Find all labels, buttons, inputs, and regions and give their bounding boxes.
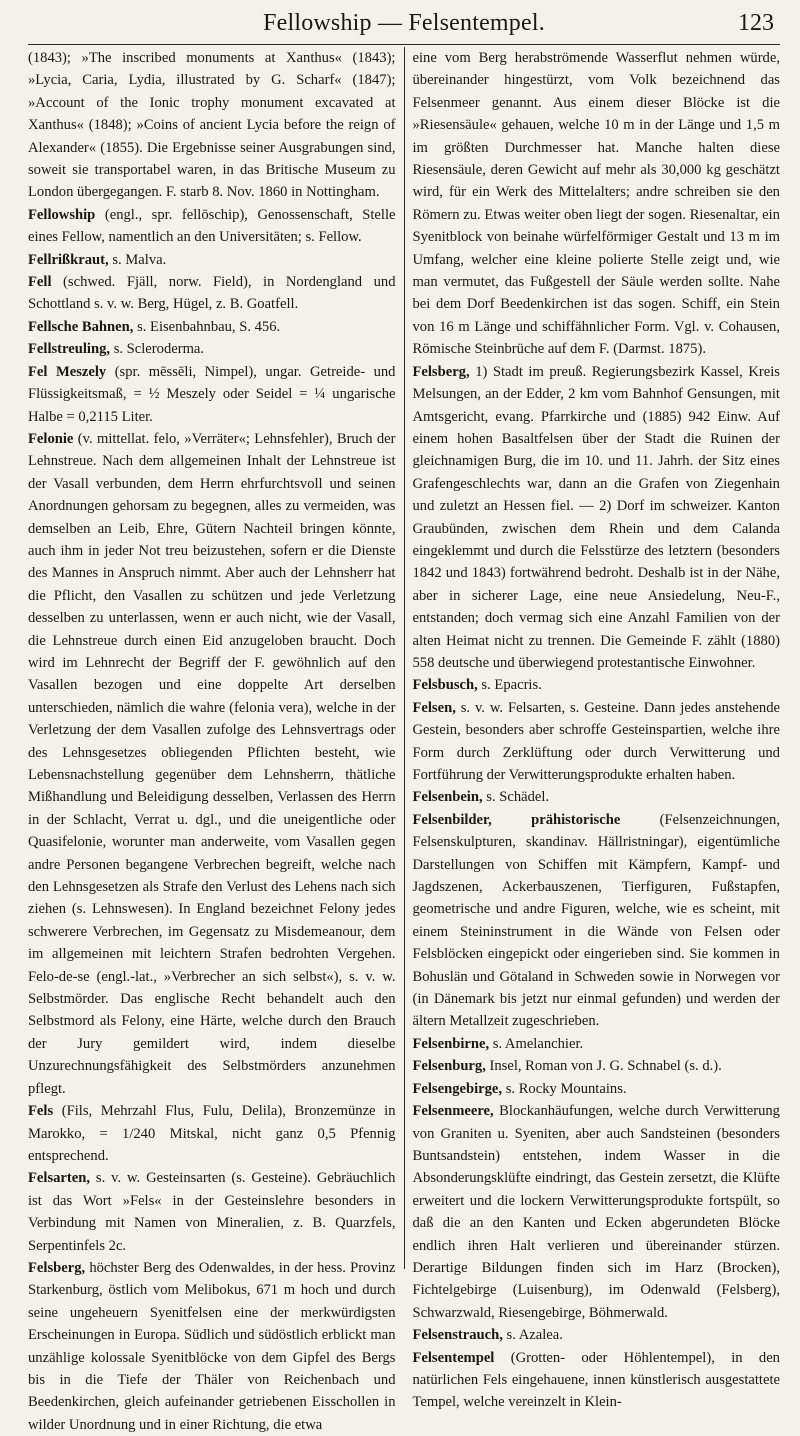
dictionary-entry (28, 249, 396, 271)
text-columns (28, 47, 780, 1433)
dictionary-entry (412, 47, 780, 361)
entry-lemma: Felsenbilder, prähistorische (412, 811, 621, 828)
dictionary-entry (28, 271, 396, 316)
entry-lemma: Felsenstrauch, (412, 1327, 503, 1344)
entry-text: eine vom Berg herabströmende Wasserflut nehmen würde, übereinander hingestürzt, vom Volk bezeichnend das Felsenmeer genannt. Aus einem dieser Blöcke ist die »Riesensäule« gehauen, welche 10 m in der Länge und 1,5 m im größten Durchmesser hat. Manche halten diese Riesensäule, deren Gewicht auf mehr als 30,000 kg geschätzt wird, für ein Werk des Mittelalters; andre schreiben sie den Römern zu. Etwas weiter oben liegt der sogen. Riesenaltar, ein Syenitblock von beinahe würfelförmiger Gestalt und 13 m im Umfang, welcher eine kleine polierte Stelle zeigt und, wie man vermutet, das Fußgestell der Säule werden sollte. Nahe bei dem Dorf Beedenkirchen ist das sogen. Schiff, ein Stein von 16 m Länge und schiffähnlicher Form. Vgl. v. Cohausen, Römische Steinbrüche auf dem F. (Darmst. 1875). (412, 50, 780, 358)
page-number: 123 (738, 10, 774, 36)
dictionary-entry (28, 361, 396, 428)
entry-text: s. Amelanchier. (492, 1035, 584, 1052)
dictionary-entry (412, 697, 780, 787)
entry-text: s. v. w. Gesteinsarten (s. Gesteine). Gebräuchlich ist das Wort »Fels« in der Gesteinslehre besonders in Verbindung mit Namen von Mineralien, z. B. Quarzfels, Serpentinfels 2c. (28, 1170, 396, 1254)
entry-lemma: Felsenbirne, (412, 1035, 490, 1052)
entry-text: Blockanhäufungen, welche durch Verwitterung von Graniten u. Syeniten, aber auch Sandsteinen (besonders Buntsandstein) entstehen, indem Wasser in die Absonderungsklüfte eindringt, das Gestein zersetzt, die Klüfte erweitert und die lockern Verwitterungsprodukte fortspült, so daß die an den Kanten und Ecken abgerundeten Blöcke endlich ihren Halt verlieren und übereinander stürzen. Derartige Bildungen finden sich im Harz (Brocken), Fichtelgebirge (Luisenburg), im Odenwald (Felsberg), Schwarzwald, Riesengebirge, Böhmerwald. (412, 1103, 780, 1321)
dictionary-entry (28, 47, 396, 204)
entry-lemma: Fellstreuling, (28, 341, 111, 358)
dictionary-entry (412, 786, 780, 808)
dictionary-entry (28, 1167, 396, 1257)
dictionary-entry (28, 204, 396, 249)
entry-text: höchster Berg des Odenwaldes, in der hess. Provinz Starkenburg, östlich vom Melibokus, 671 m hoch und durch seine ungeheuern Syenitfelsen eine der merkwürdigsten Erscheinungen in Europa. Südlich und südöstlich erblickt man unzählige kolossale Syenitblöcke von dem Gipfel des Bergs bis in die Tiefe der Thäler von Reichenbach und Beedenkirchen, gleich aufeinander getriebenen Eisschollen in wilder Unordnung und in einer Richtung, die etwa (28, 1259, 396, 1433)
entry-text: (engl., spr. fellōschip), Genossenschaft, Stelle eines Fellow, namentlich an den Universitäten; s. Fellow. (28, 206, 396, 246)
dictionary-entry (28, 428, 396, 1100)
entry-text: s. Epacris. (481, 677, 542, 694)
dictionary-entry (412, 1324, 780, 1346)
entry-text: s. Rocky Mountains. (505, 1080, 627, 1097)
dictionary-entry (412, 674, 780, 696)
dictionary-entry (28, 1257, 396, 1436)
entry-lemma: Felsenmeere, (412, 1103, 494, 1120)
entry-lemma: Felsbusch, (412, 677, 478, 694)
dictionary-entry (412, 1055, 780, 1077)
column-divider (404, 47, 405, 1269)
dictionary-entry (412, 1100, 780, 1324)
entry-lemma: Fels (28, 1103, 54, 1120)
entry-lemma: Fellsche Bahnen, (28, 318, 134, 335)
entry-lemma: Fellrißkraut, (28, 251, 109, 268)
dictionary-entry (412, 361, 780, 675)
entry-lemma: Felsenburg, (412, 1058, 486, 1075)
entry-text: 1) Stadt im preuß. Regierungsbezirk Kassel, Kreis Melsungen, an der Edder, 2 km vom Bahnhof Gensungen, mit Amtsgericht, evang. Pfarrkirche und (1885) 942 Einw. Auf einem hohen Basaltfelsen über der Stadt die Ruinen der gleichnamigen Burg, die im 10. und 11. Jahrh. der Sitz eines Grafengeschlechts war, dann an die Grafen von Ziegenhain und zuletzt an Hessen fiel. — 2) Dorf im schweizer. Kanton Graubünden, zwischen dem Rhein und dem Calanda eingeklemmt und durch die Felsstürze des letztern (besonders 1842 und 1843) fortwährend bedroht. Deshalb ist in der Nähe, aber in sicherer Lage, eine neue Ansiedelung, Neu-F., entstanden; doch vermag sich eine Anzahl Familien von der alten Heimat nicht zu trennen. Die Gemeinde F. zählt (1880) 558 deutsche und überwiegend protestantische Einwohner. (412, 363, 780, 671)
entry-text: (Felsenzeichnungen, Felsenskulpturen, skandinav. Hällristningar), eigentümliche Darstellungen von Schiffen mit Kämpfern, Kampf- und Jagdszenen, Ackerbauszenen, Tierfiguren, Fußstapfen, geometrische und andre Figuren, welche, wie es scheint, mit einem Steininstrument in die Wände von Felsen oder Felsblöcken eingepickt oder eingerieben sind. Sie kommen in Bohuslän und Götaland in Schweden sowie in Norwegen vor (in Dänemark bis jetzt nur einmal gefunden) und werden der ältern Metallzeit zugeschrieben. (412, 811, 780, 1030)
running-title: Fellowship — Felsentempel. (263, 10, 545, 36)
entry-lemma: Fellowship (28, 206, 96, 223)
entry-lemma: Felsberg, (412, 363, 470, 380)
page-header (28, 0, 780, 45)
left-column (28, 47, 396, 1433)
dictionary-entry (412, 1078, 780, 1100)
dictionary-entry (28, 316, 396, 338)
entry-lemma: Felsengebirge, (412, 1080, 503, 1097)
entry-lemma: Felsberg, (28, 1259, 86, 1276)
entry-lemma: Felonie (28, 430, 74, 447)
entry-text: s. Schädel. (486, 789, 550, 806)
dictionary-entry (28, 338, 396, 360)
entry-text: (v. mittellat. felo, »Verräter«; Lehnsfehler), Bruch der Lehnstreue. Nach dem allgemeinen Inhalt der Lehnstreue ist der Vasall verbunden, dem Herrn ehrfurchtsvoll und seinen Anordnungen gehorsam zu begegnen, alles zu vermeiden, was demselben an Leib, Ehre, Gütern Nachteil bringen könnte, auch ihm in jeder Not treu beizustehen, sofern er die Dienste des Mannes in Anspruch nimmt. Aber auch der Lehnsherr hat die Pflicht, den Vasallen zu schützen und jede Verletzung desselben zu unterlassen, wenn er auch nicht, wie der Vasall, die Lehnstreue durch einen Eid anzugeloben braucht. Doch wird im Lehnrecht der Begriff der F. gewöhnlich auf den Vasallen bezogen und eine doppelte Art derselben unterschieden, nämlich die wahre (felonia vera), welche in der Verletzung der dem Vasallen zufolge des Lehnsvertrags oder des Lehnsgesetzes obliegenden Pflichten besteht, wie Lebensnachstellung gegenüber dem Lehnsherrn, thätliche Mißhandlung und Beleidigung desselben, Verlassen des Herrn in der Schlacht, Verrat u. dgl., und die uneigentliche oder Quasifelonie, worunter man anderweite, vom Vasallen gegen andre Personen begangene Verbrechen begreift, welche nach den Lehnsgesetzen als Strafe den Verlust des Lehens nach sich ziehen (s. Lehnswesen). In England bezeichnet Felony jedes schwerere Verbrechen, im Gegensatz zu Misdemeanour, dem im allgemeinen mit leichtern Strafen bedrohten Vergehen. Felo-de-se (engl.-lat., »Verbrecher an sich selbst«), s. v. w. Selbstmörder. Das englische Recht behandelt auch den Selbstmord als Felony, eine Härte, welche durch den Brauch der Jury gemildert wird, indem dieselbe Unzurechnungsfähigkeit des Selbstmörders anzunehmen pflegt. (28, 430, 396, 1097)
entry-text: (schwed. Fjäll, norw. Field), in Nordengland und Schottland s. v. w. Berg, Hügel, z. B. Goatfell. (28, 274, 396, 313)
right-column (412, 47, 780, 1411)
dictionary-entry (28, 1100, 396, 1167)
entry-lemma: Felsenbein, (412, 789, 483, 806)
entry-lemma: Fell (28, 274, 52, 291)
dictionary-entry (412, 809, 780, 1033)
entry-text: s. Azalea. (506, 1327, 563, 1344)
dictionary-entry (412, 1033, 780, 1055)
entry-text: s. Malva. (112, 251, 167, 268)
dictionary-entry (412, 1347, 780, 1414)
entry-text: (spr. mēssēli, Nimpel), ungar. Getreide- und Flüssigkeitsmaß, = ½ Meszely oder Seidel = ¼ ungarische Halbe = 0,2115 Liter. (28, 363, 396, 425)
entry-text: (Fils, Mehrzahl Flus, Fulu, Delila), Bronzemünze in Marokko, = 1/240 Mitskal, nicht ganz 0,5 Pfennig entsprechend. (28, 1103, 396, 1164)
entry-lemma: Felsentempel (412, 1349, 495, 1366)
entry-lemma: Fel Meszely (28, 363, 107, 380)
entry-text: s. Eisenbahnbau, S. 456. (137, 318, 281, 335)
entry-text: Insel, Roman von J. G. Schnabel (s. d.). (489, 1058, 722, 1075)
entry-text: (1843); »The inscribed monuments at Xanthus« (1843); »Lycia, Caria, Lydia, illustrated by G. Scharf« (1847); »Account of the Ionic trophy monument excavated at Xanthus« (1848); »Coins of ancient Lycia before the reign of Alexander« (1855). Die Ergebnisse seiner Ausgrabungen sind, soweit sie transportabel waren, in das Britische Museum zu London übergegangen. F. starb 8. Nov. 1860 in Nottingham. (28, 50, 396, 201)
entry-lemma: Felsen, (412, 699, 456, 716)
entry-text: s. v. w. Felsarten, s. Gesteine. Dann jedes anstehende Gestein, besonders aber schroffe Gesteinspartien, welche ihre Form durch Zerklüftung oder durch Verwitterung und Fortführung der Verwitterungsprodukte erhalten haben. (412, 699, 780, 783)
entry-lemma: Felsarten, (28, 1170, 91, 1187)
entry-text: s. Scleroderma. (113, 341, 205, 358)
entry-text: (Grotten- oder Höhlentempel), in den natürlichen Fels eingehauene, innen künstlerisch ausgestattete Tempel, welche vereinzelt in Klein- (412, 1349, 780, 1411)
